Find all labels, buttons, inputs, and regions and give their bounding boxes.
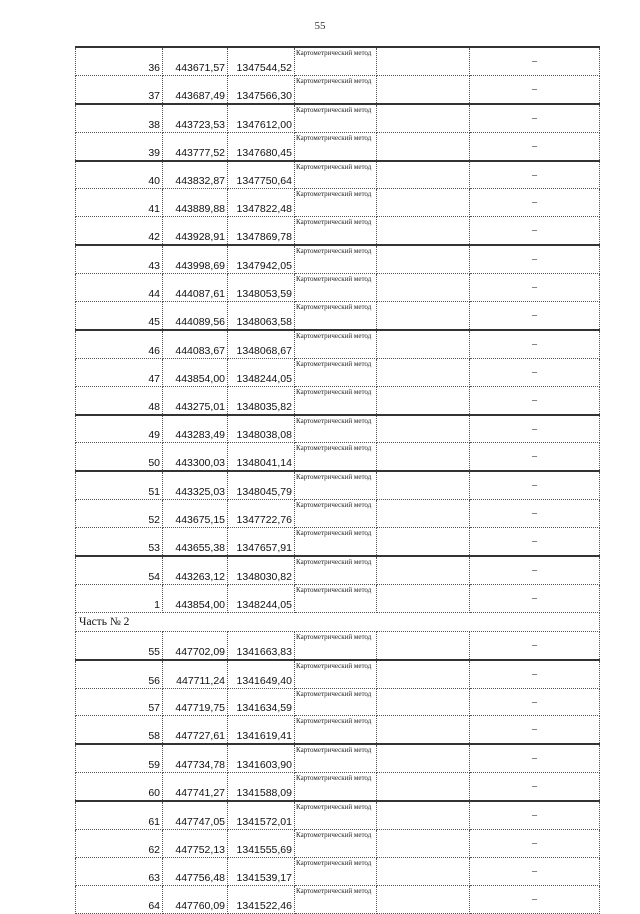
point-number-cell: 63	[76, 857, 163, 885]
dash-cell: –	[470, 584, 600, 612]
dash-cell: –	[470, 47, 600, 75]
y-coordinate-cell: 1347566,30	[228, 75, 295, 103]
x-coordinate-cell: 443263,12	[163, 556, 228, 584]
table-row	[76, 104, 600, 132]
table-row	[76, 132, 600, 160]
empty-cell	[377, 801, 470, 829]
point-number-cell: 62	[76, 830, 163, 858]
method-cell: Картометрический метод	[295, 584, 377, 612]
y-coordinate-cell: 1341649,40	[228, 660, 295, 688]
empty-cell	[377, 556, 470, 584]
method-cell: Картометрический метод	[295, 885, 377, 913]
y-coordinate-cell: 1347722,76	[228, 500, 295, 528]
point-number-cell: 61	[76, 801, 163, 829]
empty-cell	[377, 104, 470, 132]
empty-cell	[377, 274, 470, 302]
table-row	[76, 773, 600, 801]
empty-cell	[377, 660, 470, 688]
empty-cell	[377, 857, 470, 885]
x-coordinate-cell: 444089,56	[163, 302, 228, 330]
dash-cell: –	[470, 773, 600, 801]
dash-cell: –	[470, 217, 600, 245]
point-number-cell: 42	[76, 217, 163, 245]
table-row	[76, 528, 600, 556]
x-coordinate-cell: 443854,00	[163, 584, 228, 612]
x-coordinate-cell: 443655,38	[163, 528, 228, 556]
dash-cell: –	[470, 801, 600, 829]
table-row	[76, 830, 600, 858]
method-cell: Картометрический метод	[295, 830, 377, 858]
point-number-cell: 58	[76, 716, 163, 744]
x-coordinate-cell: 443998,69	[163, 245, 228, 273]
x-coordinate-cell: 443889,88	[163, 189, 228, 217]
x-coordinate-cell: 444087,61	[163, 274, 228, 302]
x-coordinate-cell: 443671,57	[163, 47, 228, 75]
point-number-cell: 60	[76, 773, 163, 801]
method-cell: Картометрический метод	[295, 443, 377, 471]
y-coordinate-cell: 1347544,52	[228, 47, 295, 75]
method-cell: Картометрический метод	[295, 660, 377, 688]
y-coordinate-cell: 1348068,67	[228, 330, 295, 358]
method-cell: Картометрический метод	[295, 386, 377, 414]
table-row	[76, 631, 600, 659]
x-coordinate-cell: 443675,15	[163, 500, 228, 528]
y-coordinate-cell: 1347680,45	[228, 132, 295, 160]
empty-cell	[377, 528, 470, 556]
dash-cell: –	[470, 386, 600, 414]
dash-cell: –	[470, 830, 600, 858]
empty-cell	[377, 773, 470, 801]
point-number-cell: 59	[76, 744, 163, 772]
y-coordinate-cell: 1341539,17	[228, 857, 295, 885]
dash-cell: –	[470, 631, 600, 659]
dash-cell: –	[470, 857, 600, 885]
point-number-cell: 49	[76, 415, 163, 443]
empty-cell	[377, 885, 470, 913]
y-coordinate-cell: 1348035,82	[228, 386, 295, 414]
table-row	[76, 500, 600, 528]
method-cell: Картометрический метод	[295, 161, 377, 189]
x-coordinate-cell: 443854,00	[163, 358, 228, 386]
x-coordinate-cell: 447756,48	[163, 857, 228, 885]
empty-cell	[377, 358, 470, 386]
point-number-cell: 54	[76, 556, 163, 584]
point-number-cell: 51	[76, 471, 163, 499]
point-number-cell: 55	[76, 631, 163, 659]
empty-cell	[377, 716, 470, 744]
x-coordinate-cell: 447760,09	[163, 885, 228, 913]
point-number-cell: 44	[76, 274, 163, 302]
empty-cell	[377, 217, 470, 245]
x-coordinate-cell: 447727,61	[163, 716, 228, 744]
table-row	[76, 688, 600, 716]
dash-cell: –	[470, 885, 600, 913]
table-row	[76, 415, 600, 443]
method-cell: Картометрический метод	[295, 358, 377, 386]
x-coordinate-cell: 447752,13	[163, 830, 228, 858]
point-number-cell: 64	[76, 885, 163, 913]
table-row	[76, 161, 600, 189]
point-number-cell: 52	[76, 500, 163, 528]
x-coordinate-cell: 443723,53	[163, 104, 228, 132]
dash-cell: –	[470, 245, 600, 273]
y-coordinate-cell: 1347657,91	[228, 528, 295, 556]
y-coordinate-cell: 1348030,82	[228, 556, 295, 584]
empty-cell	[377, 330, 470, 358]
table-row	[76, 47, 600, 75]
y-coordinate-cell: 1347750,64	[228, 161, 295, 189]
y-coordinate-cell: 1347942,05	[228, 245, 295, 273]
y-coordinate-cell: 1348053,59	[228, 274, 295, 302]
dash-cell: –	[470, 500, 600, 528]
point-number-cell: 47	[76, 358, 163, 386]
table-row	[76, 801, 600, 829]
point-number-cell: 39	[76, 132, 163, 160]
dash-cell: –	[470, 132, 600, 160]
table-row	[76, 358, 600, 386]
table-row	[76, 75, 600, 103]
x-coordinate-cell: 447711,24	[163, 660, 228, 688]
empty-cell	[377, 302, 470, 330]
y-coordinate-cell: 1341522,46	[228, 885, 295, 913]
x-coordinate-cell: 447702,09	[163, 631, 228, 659]
empty-cell	[377, 245, 470, 273]
dash-cell: –	[470, 161, 600, 189]
empty-cell	[377, 189, 470, 217]
table-row	[76, 471, 600, 499]
point-number-cell: 43	[76, 245, 163, 273]
method-cell: Картометрический метод	[295, 217, 377, 245]
section-title: Часть № 2	[76, 612, 600, 631]
point-number-cell: 56	[76, 660, 163, 688]
dash-cell: –	[470, 660, 600, 688]
point-number-cell: 50	[76, 443, 163, 471]
x-coordinate-cell: 447734,78	[163, 744, 228, 772]
table-row	[76, 274, 600, 302]
method-cell: Картометрический метод	[295, 245, 377, 273]
x-coordinate-cell: 447719,75	[163, 688, 228, 716]
x-coordinate-cell: 443832,87	[163, 161, 228, 189]
dash-cell: –	[470, 471, 600, 499]
point-number-cell: 38	[76, 104, 163, 132]
x-coordinate-cell: 443300,03	[163, 443, 228, 471]
table-row	[76, 386, 600, 414]
method-cell: Картометрический метод	[295, 104, 377, 132]
dash-cell: –	[470, 358, 600, 386]
method-cell: Картометрический метод	[295, 189, 377, 217]
dash-cell: –	[470, 75, 600, 103]
method-cell: Картометрический метод	[295, 274, 377, 302]
method-cell: Картометрический метод	[295, 556, 377, 584]
empty-cell	[377, 386, 470, 414]
coordinates-table	[75, 46, 600, 914]
empty-cell	[377, 415, 470, 443]
method-cell: Картометрический метод	[295, 744, 377, 772]
point-number-cell: 45	[76, 302, 163, 330]
empty-cell	[377, 688, 470, 716]
x-coordinate-cell: 443325,03	[163, 471, 228, 499]
table-row	[76, 443, 600, 471]
empty-cell	[377, 75, 470, 103]
point-number-cell: 53	[76, 528, 163, 556]
dash-cell: –	[470, 716, 600, 744]
method-cell: Картометрический метод	[295, 716, 377, 744]
empty-cell	[377, 830, 470, 858]
y-coordinate-cell: 1341572,01	[228, 801, 295, 829]
y-coordinate-cell: 1341603,90	[228, 744, 295, 772]
method-cell: Картометрический метод	[295, 688, 377, 716]
x-coordinate-cell: 443275,01	[163, 386, 228, 414]
method-cell: Картометрический метод	[295, 415, 377, 443]
empty-cell	[377, 47, 470, 75]
y-coordinate-cell: 1348041,14	[228, 443, 295, 471]
y-coordinate-cell: 1347869,78	[228, 217, 295, 245]
dash-cell: –	[470, 688, 600, 716]
point-number-cell: 57	[76, 688, 163, 716]
dash-cell: –	[470, 330, 600, 358]
table-row	[76, 245, 600, 273]
empty-cell	[377, 161, 470, 189]
table-row	[76, 584, 600, 612]
dash-cell: –	[470, 744, 600, 772]
y-coordinate-cell: 1347612,00	[228, 104, 295, 132]
empty-cell	[377, 631, 470, 659]
method-cell: Картометрический метод	[295, 857, 377, 885]
y-coordinate-cell: 1348244,05	[228, 584, 295, 612]
method-cell: Картометрический метод	[295, 471, 377, 499]
method-cell: Картометрический метод	[295, 330, 377, 358]
y-coordinate-cell: 1341619,41	[228, 716, 295, 744]
empty-cell	[377, 132, 470, 160]
point-number-cell: 41	[76, 189, 163, 217]
dash-cell: –	[470, 302, 600, 330]
empty-cell	[377, 744, 470, 772]
y-coordinate-cell: 1341588,09	[228, 773, 295, 801]
y-coordinate-cell: 1348038,08	[228, 415, 295, 443]
method-cell: Картометрический метод	[295, 75, 377, 103]
y-coordinate-cell: 1341663,83	[228, 631, 295, 659]
section-row	[76, 612, 600, 631]
y-coordinate-cell: 1347822,48	[228, 189, 295, 217]
empty-cell	[377, 500, 470, 528]
method-cell: Картометрический метод	[295, 132, 377, 160]
dash-cell: –	[470, 415, 600, 443]
coordinates-table-body	[76, 47, 600, 913]
table-row	[76, 716, 600, 744]
dash-cell: –	[470, 104, 600, 132]
x-coordinate-cell: 443283,49	[163, 415, 228, 443]
point-number-cell: 48	[76, 386, 163, 414]
method-cell: Картометрический метод	[295, 528, 377, 556]
table-row	[76, 217, 600, 245]
method-cell: Картометрический метод	[295, 47, 377, 75]
table-row	[76, 885, 600, 913]
empty-cell	[377, 443, 470, 471]
method-cell: Картометрический метод	[295, 773, 377, 801]
point-number-cell: 1	[76, 584, 163, 612]
empty-cell	[377, 584, 470, 612]
y-coordinate-cell: 1348063,58	[228, 302, 295, 330]
dash-cell: –	[470, 556, 600, 584]
table-row	[76, 302, 600, 330]
x-coordinate-cell: 443687,49	[163, 75, 228, 103]
x-coordinate-cell: 443928,91	[163, 217, 228, 245]
method-cell: Картометрический метод	[295, 302, 377, 330]
method-cell: Картометрический метод	[295, 500, 377, 528]
x-coordinate-cell: 447741,27	[163, 773, 228, 801]
dash-cell: –	[470, 274, 600, 302]
point-number-cell: 37	[76, 75, 163, 103]
y-coordinate-cell: 1348244,05	[228, 358, 295, 386]
page-number: 55	[314, 20, 326, 32]
dash-cell: –	[470, 528, 600, 556]
point-number-cell: 46	[76, 330, 163, 358]
dash-cell: –	[470, 189, 600, 217]
y-coordinate-cell: 1348045,79	[228, 471, 295, 499]
dash-cell: –	[470, 443, 600, 471]
point-number-cell: 40	[76, 161, 163, 189]
table-row	[76, 189, 600, 217]
table-row	[76, 660, 600, 688]
empty-cell	[377, 471, 470, 499]
method-cell: Картометрический метод	[295, 801, 377, 829]
x-coordinate-cell: 443777,52	[163, 132, 228, 160]
method-cell: Картометрический метод	[295, 631, 377, 659]
point-number-cell: 36	[76, 47, 163, 75]
x-coordinate-cell: 447747,05	[163, 801, 228, 829]
table-row	[76, 556, 600, 584]
y-coordinate-cell: 1341634,59	[228, 688, 295, 716]
table-row	[76, 330, 600, 358]
y-coordinate-cell: 1341555,69	[228, 830, 295, 858]
table-row	[76, 744, 600, 772]
x-coordinate-cell: 444083,67	[163, 330, 228, 358]
table-row	[76, 857, 600, 885]
